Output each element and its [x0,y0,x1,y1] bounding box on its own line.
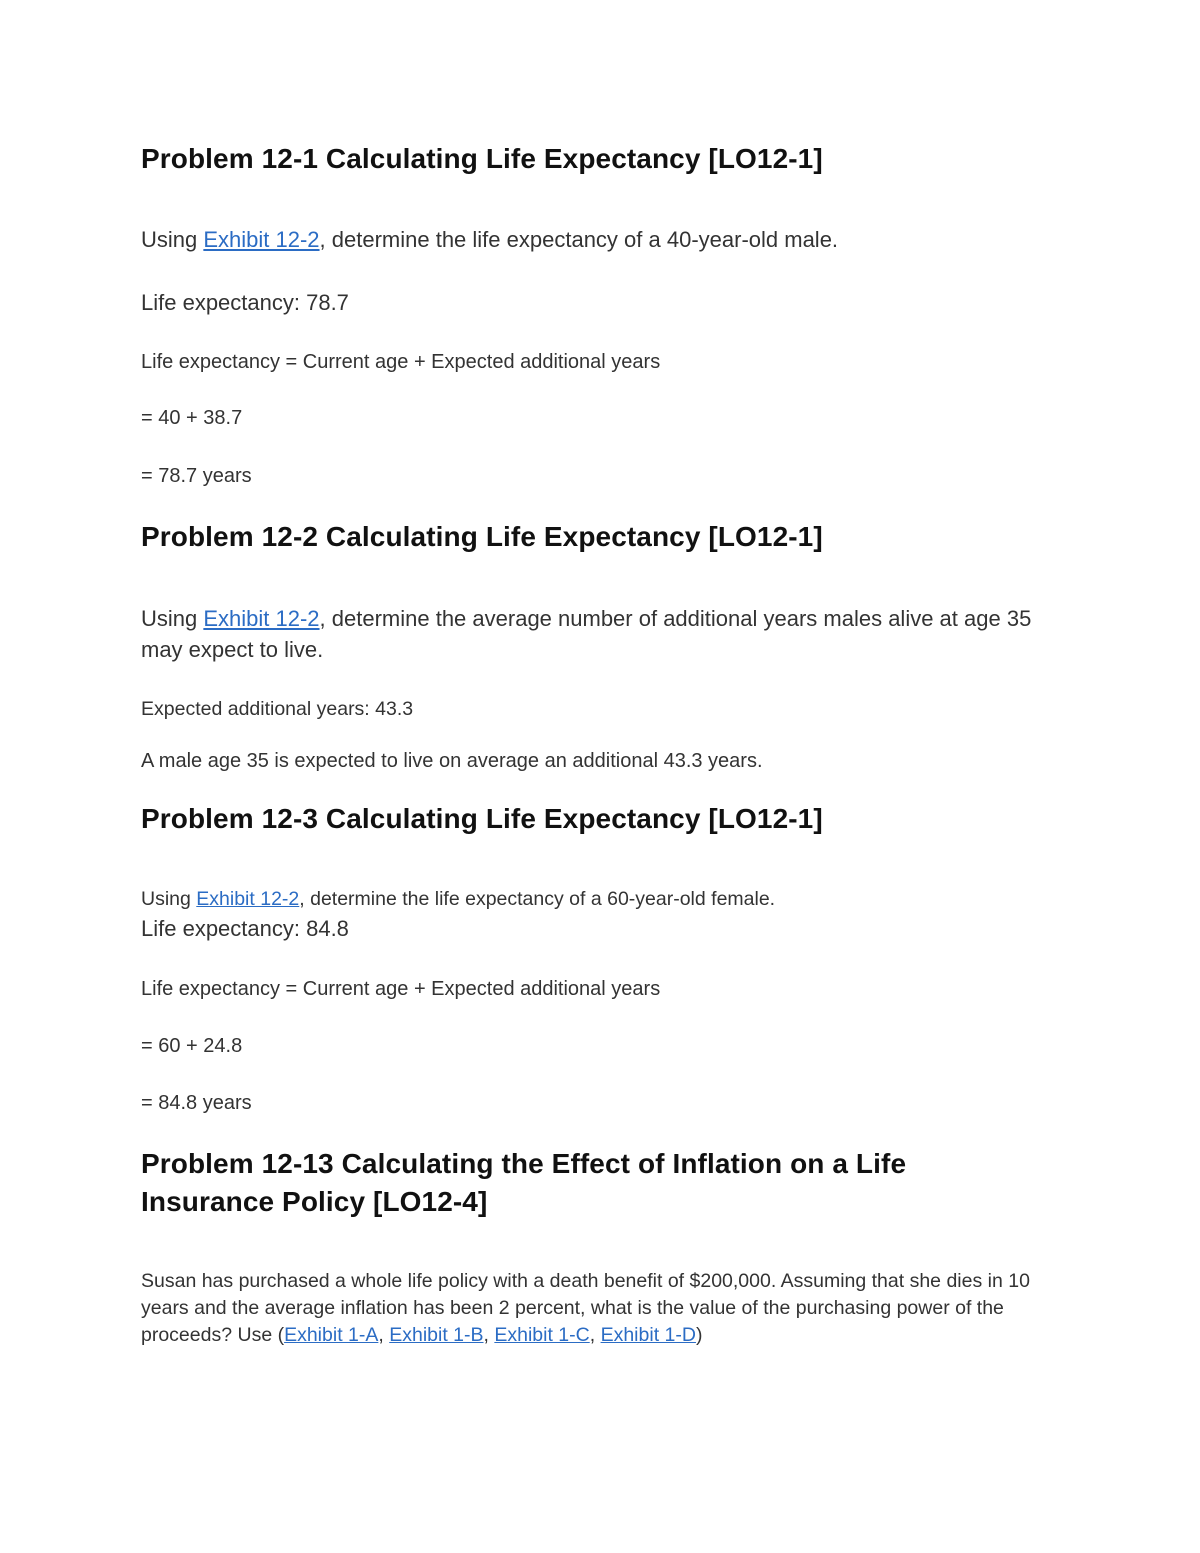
closing-paren: ) [695,1324,703,1346]
problem-12-13-heading-line-2: Insurance Policy [LO12-4] [141,1186,488,1217]
exhibit-12-2-link[interactable]: Exhibit 12-2 [203,227,320,252]
question-text: , determine the average number of additional years males alive at age 35 may expect to live. [141,606,1032,662]
problem-12-3-formula: Life expectancy = Current age + Expected additional years [141,978,661,1000]
exhibit-1-b-link[interactable]: Exhibit 1-B [389,1324,484,1346]
problem-12-3-step-1: = 60 + 24.8 [141,1035,243,1057]
problem-12-2-explanation: A male age 35 is expected to live on average an additional 43.3 years. [141,750,763,772]
problem-12-3-heading: Problem 12-3 Calculating Life Expectancy [LO12-1] [141,803,823,834]
problem-12-1-answer: Life expectancy: 78.7 [141,290,349,315]
question-text: , determine the life expectancy of a 40-year-old male. [319,227,839,252]
problem-12-3-question [141,888,775,911]
problem-12-1-step-1: = 40 + 38.7 [141,407,243,429]
question-prefix: Using [141,888,197,910]
problem-12-1-question [141,227,838,253]
problem-12-2-answer: Expected additional years: 43.3 [141,698,414,720]
question-prefix: Using [141,227,204,252]
problem-12-13-heading-line-1: Problem 12-13 Calculating the Effect of Inflation on a Life [141,1148,907,1179]
exhibit-1-d-link[interactable]: Exhibit 1-D [600,1324,696,1346]
exhibit-12-2-link[interactable]: Exhibit 12-2 [196,888,300,910]
problem-12-2-question [141,603,1061,665]
question-prefix: Using [141,606,204,631]
exhibit-12-2-link[interactable]: Exhibit 12-2 [203,606,320,631]
exhibit-1-c-link[interactable]: Exhibit 1-C [494,1324,590,1346]
problem-12-1-formula: Life expectancy = Current age + Expected additional years [141,351,661,373]
separator: , [483,1324,495,1346]
question-text: Susan has purchased a whole life policy with a death benefit of $200,000. Assuming that she dies in 10 years and the average inflation has been 2 percent, what is the value of the purchasing power of the proceeds? Use ( [141,1270,1030,1346]
problem-12-2-heading: Problem 12-2 Calculating Life Expectancy [LO12-1] [141,521,823,552]
problem-12-1-step-2: = 78.7 years [141,465,252,487]
question-text: , determine the life expectancy of a 60-year-old female. [299,888,776,910]
separator: , [378,1324,390,1346]
problem-12-13-question [141,1268,1071,1349]
problem-12-3-step-2: = 84.8 years [141,1092,252,1114]
exhibit-1-a-link[interactable]: Exhibit 1-A [284,1324,379,1346]
separator: , [589,1324,601,1346]
problem-12-3-answer: Life expectancy: 84.8 [141,916,349,941]
problem-12-1-heading: Problem 12-1 Calculating Life Expectancy [LO12-1] [141,143,823,174]
